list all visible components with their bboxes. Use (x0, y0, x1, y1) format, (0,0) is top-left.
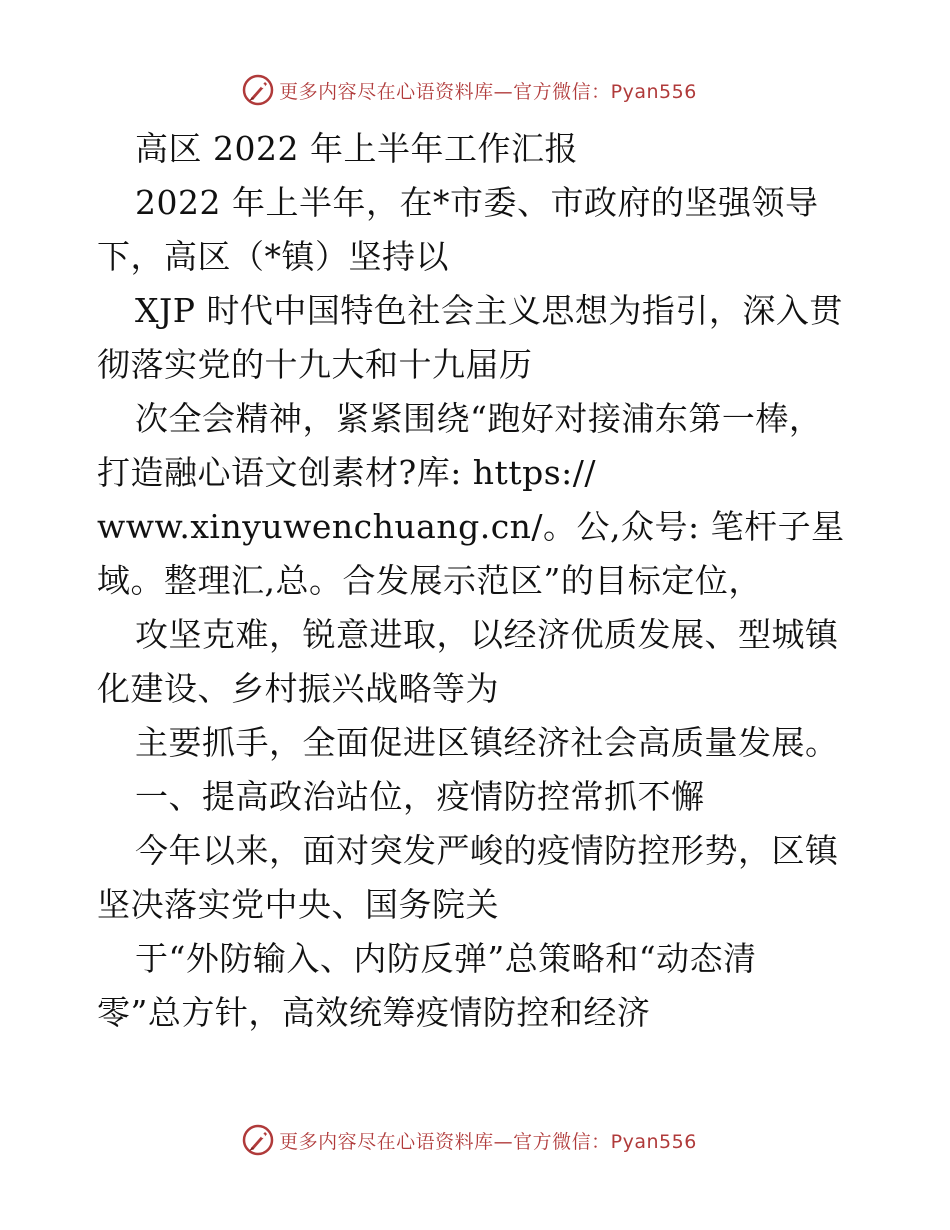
header-banner-inner (241, 73, 697, 107)
document-body (97, 122, 877, 1040)
document-line: 零”总方针，高效统筹疫情防控和经济 (97, 993, 651, 1032)
document-line: 化建设、乡村振兴战略等为 (97, 669, 499, 708)
footer-banner (0, 1120, 950, 1160)
document-line: 次全会精神，紧紧围绕“跑好对接浦东第一棒， (135, 399, 823, 438)
quill-pen-logo-icon (241, 1123, 275, 1157)
footer-banner-inner (241, 1123, 697, 1157)
document-line: 攻坚克难，锐意进取，以经济优质发展、型城镇 (135, 615, 839, 654)
document-line: www.xinyuwenchuang.cn/。公,众号: 笔杆子星 (97, 507, 845, 546)
footer-banner-text: 更多内容尽在心语资料库—官方微信：Pyan556 (279, 1130, 697, 1153)
document-line: 打造融心语文创素材?库: https:// (97, 453, 596, 492)
document-line: 2022 年上半年，在*市委、市政府的坚强领导 (135, 183, 819, 222)
document-line: 一、提高政治站位，疫情防控常抓不懈 (135, 777, 705, 816)
document-line: 坚决落实党中央、国务院关 (97, 885, 499, 924)
document-line: 今年以来，面对突发严峻的疫情防控形势，区镇 (135, 831, 839, 870)
quill-pen-logo-icon (241, 73, 275, 107)
document-line: 彻落实党的十九大和十九届历 (97, 345, 533, 384)
document-line: 域。整理汇,总。合发展示范区”的目标定位， (97, 561, 762, 600)
document-line: XJP 时代中国特色社会主义思想为指引，深入贯 (135, 291, 843, 330)
document-line: 于“外防输入、内防反弹”总策略和“动态清 (135, 939, 757, 978)
document-line: 下，高区（*镇）坚持以 (97, 237, 449, 276)
document-line: 高区 2022 年上半年工作汇报 (135, 129, 578, 168)
header-banner (0, 70, 950, 110)
header-banner-text: 更多内容尽在心语资料库—官方微信：Pyan556 (279, 80, 697, 103)
document-line: 主要抓手，全面促进区镇经济社会高质量发展。 (135, 723, 839, 762)
